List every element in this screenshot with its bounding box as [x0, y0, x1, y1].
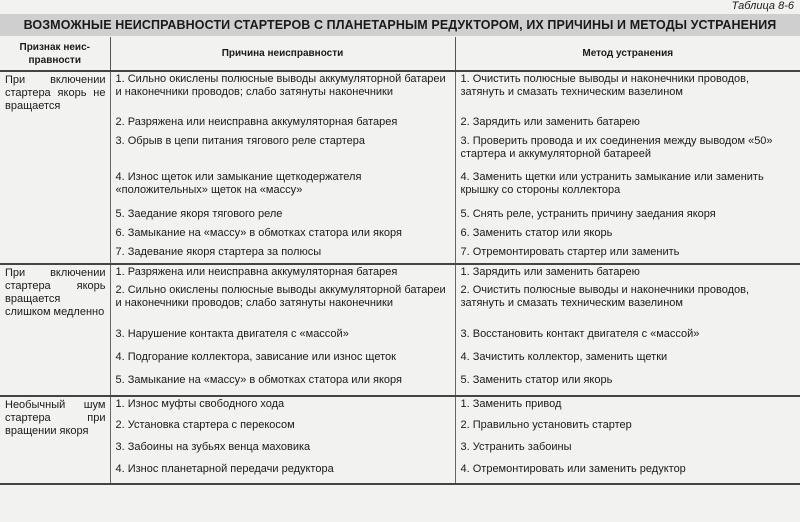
faults-table [0, 37, 800, 485]
header-sign: Признак неис-правности [0, 37, 110, 71]
cause-cell: 4. Износ щеток или замыкание щеткодержателя «положительных» щеток на «массу» [110, 170, 455, 207]
cause-cell: 7. Задевание якоря стартера за полюсы [110, 245, 455, 264]
header-method: Метод устранения [455, 37, 800, 71]
method-cell: 4. Заменить щетки или устранить замыкание или заменить крышку со стороны коллектора [460, 171, 764, 196]
method-cell: 3. Устранить забоины [460, 441, 572, 453]
fault-sign-cell: При включении стартера якорь не вращается [0, 71, 110, 264]
cause-cell: 2. Установка стартера с перекосом [110, 418, 455, 440]
table-row [0, 226, 800, 245]
table-row [0, 418, 800, 440]
table-row [0, 283, 800, 327]
cause-cell: 3. Нарушение контакта двигателя с «массой» [110, 327, 455, 350]
table-row [0, 440, 800, 462]
cause-cell: 6. Замыкание на «массу» в обмотках статора или якоря [110, 226, 455, 245]
method-cell: 2. Зарядить или заменить батарею [460, 116, 640, 128]
table-row [0, 207, 800, 226]
table-row [0, 115, 800, 134]
method-cell: 1. Очистить полюсные выводы и наконечники проводов, затянуть и смазать техническим вазелином [460, 73, 750, 98]
cause-cell: 1. Износ муфты свободного хода [110, 396, 455, 418]
cause-cell: 3. Забоины на зубьях венца маховика [110, 440, 455, 462]
method-cell: 7. Отремонтировать стартер или заменить [455, 245, 800, 264]
table-row [0, 71, 800, 115]
method-cell: 3. Восстановить контакт двигателя с «массой» [460, 328, 700, 340]
method-cell: 6. Заменить статор или якорь [460, 227, 613, 239]
cause-cell: 1. Разряжена или неисправна аккумуляторная батарея [110, 264, 455, 283]
table-row [0, 396, 800, 418]
cause-cell: 1. Сильно окислены полюсные выводы аккумуляторной батареи и наконечники проводов; слабо затянуты наконечники [110, 71, 455, 115]
method-cell: 4. Зачистить коллектор, заменить щетки [460, 351, 668, 363]
cause-cell: 5. Замыкание на «массу» в обмотках статора или якоря [110, 373, 455, 396]
table-row [0, 462, 800, 484]
method-cell: 1. Заменить привод [460, 398, 562, 410]
table-row [0, 245, 800, 264]
cause-cell: 4. Подгорание коллектора, зависание или износ щеток [110, 350, 455, 373]
header-row [0, 37, 800, 71]
table-body [0, 71, 800, 484]
table-row [0, 327, 800, 350]
method-cell: 5. Заменить статор или якорь [455, 373, 800, 396]
cause-cell: 4. Износ планетарной передачи редуктора [110, 462, 455, 484]
method-cell: 5. Снять реле, устранить причину заедания якоря [460, 208, 716, 220]
table-row [0, 170, 800, 207]
table-row [0, 350, 800, 373]
method-cell: 2. Очистить полюсные выводы и наконечники проводов, затянуть и смазать техническим вазелином [460, 284, 750, 309]
table-row [0, 264, 800, 283]
table-row [0, 134, 800, 170]
fault-sign-cell: Необычный шум стартера при вращении якоря [0, 396, 110, 484]
table-title: ВОЗМОЖНЫЕ НЕИСПРАВНОСТИ СТАРТЕРОВ С ПЛАНЕТАРНЫМ РЕДУКТОРОМ, ИХ ПРИЧИНЫ И МЕТОДЫ УСТРАНЕНИЯ [0, 14, 800, 36]
header-cause: Причина неисправности [110, 37, 455, 71]
fault-sign-cell: При включении стартера якорь вращается слишком медленно [0, 264, 110, 396]
cause-cell: 2. Сильно окислены полюсные выводы аккумуляторной батареи и наконечники проводов; слабо затянуты наконечники [110, 283, 455, 327]
method-cell: 3. Проверить провода и их соединения между выводом «50» стартера и аккумуляторной батареей [460, 135, 773, 160]
method-cell: 4. Отремонтировать или заменить редуктор [455, 462, 800, 484]
cause-cell: 2. Разряжена или неисправна аккумуляторная батарея [110, 115, 455, 134]
cause-cell: 5. Заедание якоря тягового реле [110, 207, 455, 226]
table-caption: Таблица 8-6 [731, 0, 794, 12]
method-cell: 2. Правильно установить стартер [460, 419, 632, 431]
cause-cell: 3. Обрыв в цепи питания тягового реле стартера [110, 134, 455, 170]
table-row [0, 373, 800, 396]
method-cell: 1. Зарядить или заменить батарею [460, 266, 640, 278]
